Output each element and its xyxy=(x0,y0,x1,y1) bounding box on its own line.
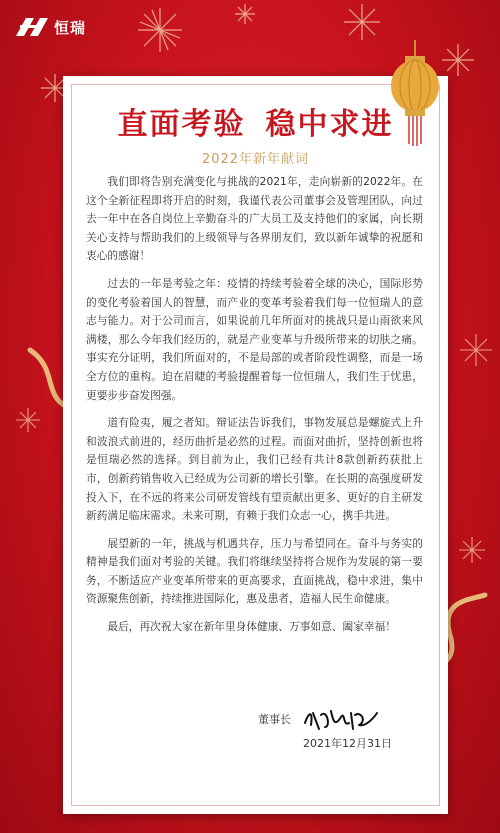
handwritten-signature xyxy=(301,705,379,733)
paragraph: 过去的一年是考验之年：疫情的持续考验着全球的决心，国际形势的变化考验着国人的智慧，而产业的变革考验着我们每一位恒瑞人的意志与能力。对于公司而言，如果说前几年所面对的挑战只是山雨欲来风满楼，那么今年我们经历的，就是产业变革与升级所带来的切肤之痛。事实充分证明，我们所面对的，不是局部的或者阶段性调整，而是一场全方位的重构。迫在眉睫的考验提醒着每一位恒瑞人，我们生于忧患，更要步步奋发图强。 xyxy=(86,276,423,402)
logo-mark-icon xyxy=(12,16,52,38)
letter-date: 2021年12月31日 xyxy=(303,737,392,750)
paragraph: 最后，再次祝大家在新年里身体健康、万事如意、阖家幸福！ xyxy=(107,620,396,634)
letter-body xyxy=(86,173,423,646)
letter-sheet xyxy=(63,76,448,814)
letter-subtitle: 2022年新年献词 xyxy=(201,152,310,167)
sign-label: 董事长 xyxy=(258,713,291,726)
title-part-1: 直面考验 xyxy=(117,107,246,142)
logo-text: 恒瑞 xyxy=(54,18,87,37)
title-part-2: 稳中求进 xyxy=(265,107,394,142)
company-logo xyxy=(12,16,86,38)
signature-block xyxy=(258,705,379,733)
paragraph: 我们即将告别充满变化与挑战的2021年，走向崭新的2022年。在这个全新征程即将开启的时刻，我谨代表公司董事会及管理团队，向过去一年中在各自岗位上辛勤奋斗的广大员工及支持他们的家属，向长期关心支持与帮助我们的上级领导与各界朋友们，致以新年诚挚的祝愿和衷心的感谢！ xyxy=(86,175,423,263)
paragraph: 道有险夷，履之者知。辩证法告诉我们，事物发展总是螺旋式上升和波浪式前进的，经历曲折是必然的过程。而面对曲折，坚持创新也将是恒瑞必然的选择。到目前为止，我们已经有共计8款创新药获批上市，创新药销售收入已经成为公司新的增长引擎。在长期的高强度研发投入下，在不远的将来公司研发管线有望贡献出更多、更好的自主研发新药满足临床需求。未来可期，有赖于我们众志一心，携手共进。 xyxy=(86,416,423,523)
lantern-decoration xyxy=(385,40,445,150)
paragraph: 展望新的一年，挑战与机遇共存，压力与希望同在。奋斗与务实的精神是我们面对考验的关键。我们将继续坚持将合规作为发展的第一要务，不断适应产业变革所带来的更高要求，直面挑战，稳中求进，集中资源聚焦创新，持续推进国际化，惠及患者，造福人民生命健康。 xyxy=(86,536,423,606)
